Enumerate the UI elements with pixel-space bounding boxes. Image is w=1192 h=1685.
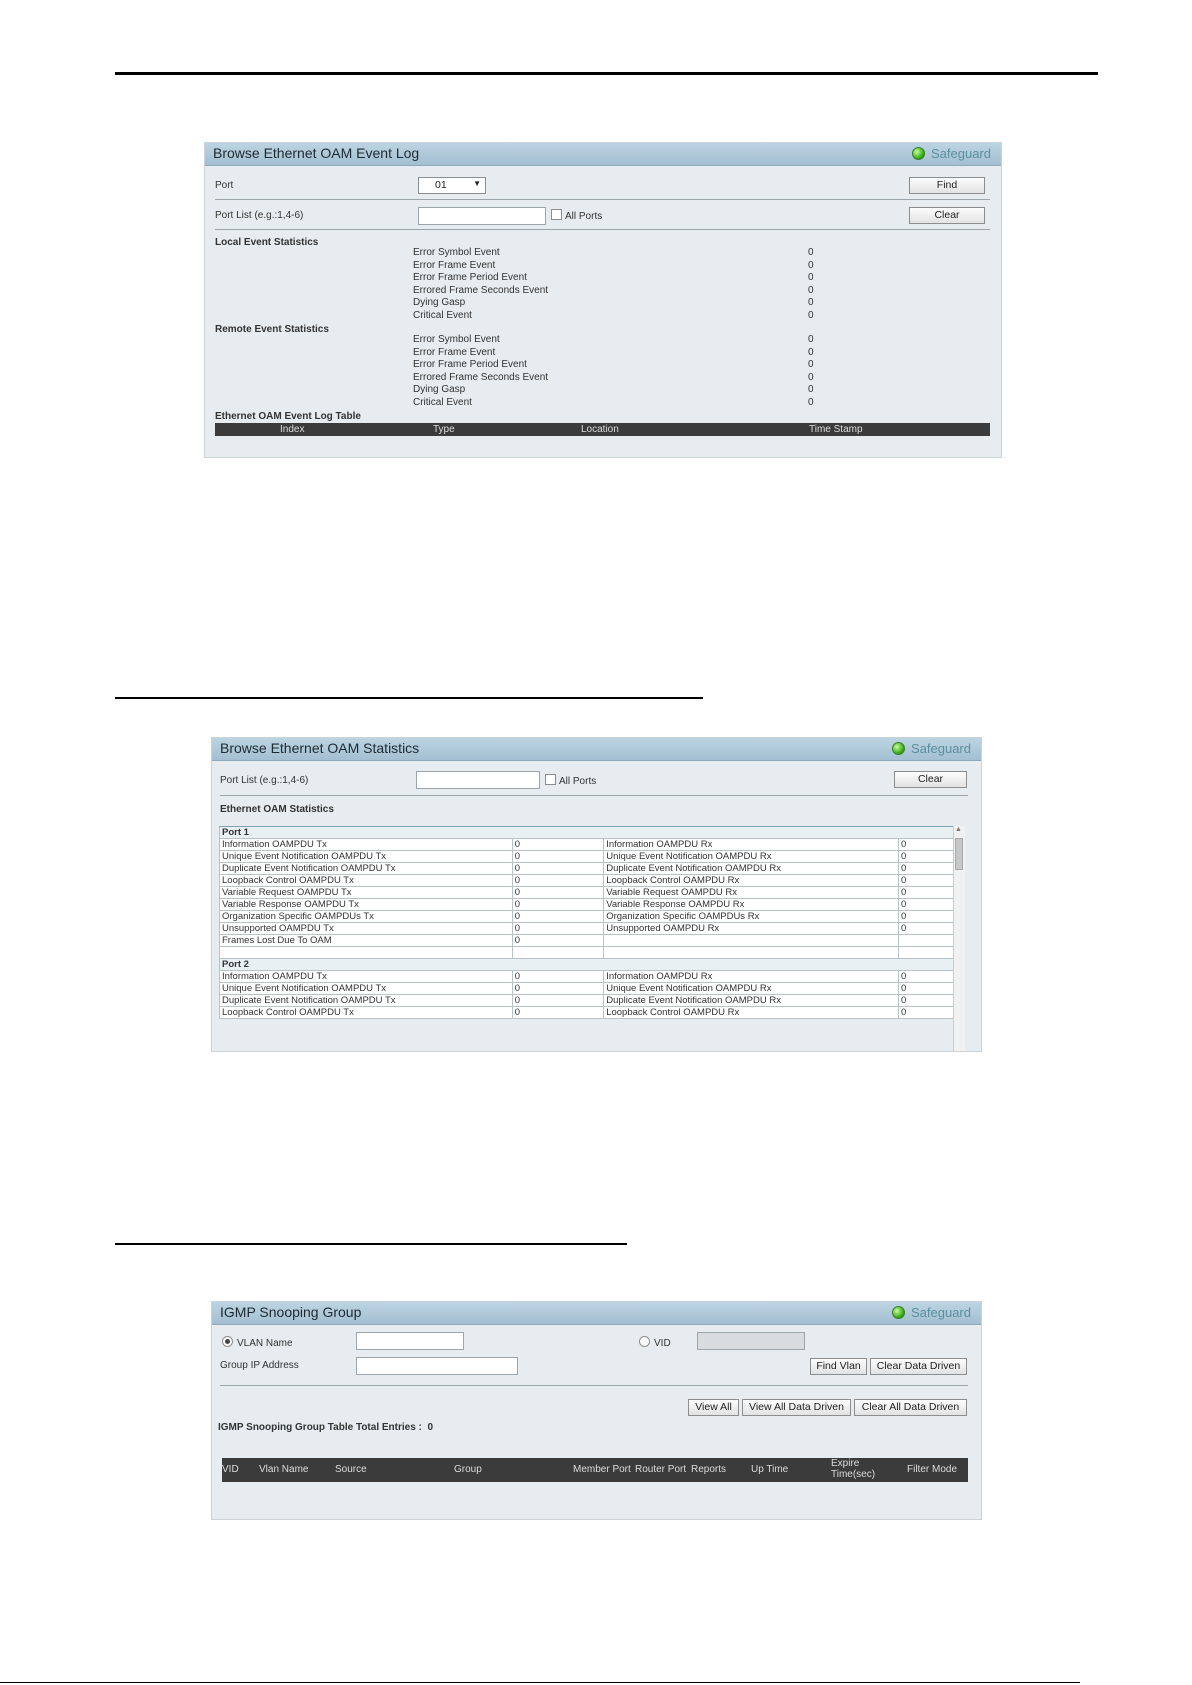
event-stat-value: 0 [808, 384, 814, 395]
igmp-header [212, 1302, 981, 1325]
stat-name-cell: Information OAMPDU Tx [220, 971, 513, 983]
stat-name-cell: Unique Event Notification OAMPDU Tx [220, 983, 513, 995]
event-stat-name: Error Frame Period Event [413, 359, 527, 370]
clear-data-driven-button[interactable]: Clear Data Driven [870, 1358, 967, 1375]
safeguard-status-icon [912, 147, 925, 160]
event-log-title: Browse Ethernet OAM Event Log [213, 145, 420, 161]
column-member-port: Member Port [573, 1464, 631, 1475]
stat-name-cell: Variable Request OAMPDU Tx [220, 887, 513, 899]
column-source: Source [335, 1464, 367, 1475]
stat-name-cell: Organization Specific OAMPDUs Rx [604, 911, 899, 923]
stat-value-cell: 0 [512, 971, 603, 983]
table-row [220, 839, 961, 851]
column-group: Group [454, 1464, 482, 1475]
stat-value-cell: 0 [898, 1007, 960, 1019]
stat-name-cell: Information OAMPDU Rx [604, 839, 899, 851]
event-stat-value: 0 [808, 297, 814, 308]
port-list-label: Port List (e.g.:1,4-6) [215, 210, 304, 221]
total-entries-label: IGMP Snooping Group Table Total Entries : [218, 1422, 422, 1433]
event-stat-value: 0 [808, 346, 814, 358]
stat-value-cell: 0 [898, 995, 960, 1007]
group-ip-input[interactable] [356, 1357, 518, 1375]
stat-value-cell: 0 [512, 887, 603, 899]
table-row [220, 971, 961, 983]
stat-value-cell: 0 [898, 923, 960, 935]
statistics-title: Browse Ethernet OAM Statistics [220, 740, 420, 756]
page-top-rule [115, 72, 1098, 75]
all-ports-checkbox[interactable] [545, 774, 596, 787]
stat-value-cell: 0 [898, 971, 960, 983]
stat-value-cell [512, 947, 603, 959]
group-ip-label: Group IP Address [220, 1360, 299, 1371]
event-stat-name: Error Symbol Event [413, 334, 500, 345]
statistics-scrollbar[interactable] [953, 826, 965, 1052]
stat-value-cell [898, 935, 960, 947]
stat-value-cell: 0 [898, 983, 960, 995]
scrollbar-thumb[interactable] [955, 838, 963, 870]
local-event-statistics-title: Local Event Statistics [215, 237, 319, 248]
column-router-port: Router Port [635, 1464, 687, 1475]
find-vlan-button[interactable]: Find Vlan [810, 1358, 867, 1375]
stat-value-cell: 0 [898, 851, 960, 863]
port-list-input[interactable] [416, 771, 540, 789]
stat-name-cell: Information OAMPDU Rx [604, 971, 899, 983]
column-vlan-name: Vlan Name [259, 1464, 309, 1475]
table-row [220, 851, 961, 863]
section-rule [115, 1243, 627, 1245]
table-row [220, 947, 961, 959]
event-stat-value: 0 [808, 309, 814, 321]
statistics-table [219, 826, 961, 1019]
event-stat-value: 0 [808, 371, 814, 383]
stat-name-cell [604, 947, 899, 959]
stat-name-cell: Variable Response OAMPDU Rx [604, 899, 899, 911]
port-group-label: Port 1 [220, 827, 961, 839]
find-button[interactable]: Find [909, 177, 985, 194]
stat-value-cell: 0 [898, 887, 960, 899]
event-log-header [205, 143, 1001, 166]
stat-name-cell: Unique Event Notification OAMPDU Rx [604, 983, 899, 995]
event-stat-name: Critical Event [413, 396, 472, 408]
stat-name-cell: Unsupported OAMPDU Tx [220, 923, 513, 935]
vlan-name-label: VLAN Name [237, 1338, 293, 1349]
all-ports-checkbox[interactable] [551, 209, 602, 222]
stat-value-cell: 0 [898, 899, 960, 911]
stat-name-cell: Unique Event Notification OAMPDU Tx [220, 851, 513, 863]
event-stat-value: 0 [808, 396, 814, 408]
stat-name-cell: Duplicate Event Notification OAMPDU Rx [604, 863, 899, 875]
ethernet-oam-statistics-title: Ethernet OAM Statistics [220, 804, 334, 815]
radio-icon [639, 1336, 650, 1347]
column-reports: Reports [691, 1464, 727, 1475]
statistics-header [212, 738, 981, 761]
event-stat-value: 0 [808, 359, 814, 370]
event-log-table-title: Ethernet OAM Event Log Table [215, 411, 361, 422]
event-stat-name: Error Frame Event [413, 346, 496, 358]
port-label: Port [215, 180, 234, 191]
column-location: Location [581, 424, 619, 435]
column-index: Index [280, 424, 305, 435]
stat-value-cell: 0 [898, 875, 960, 887]
igmp-total-entries [218, 1422, 433, 1433]
stat-value-cell: 0 [512, 923, 603, 935]
stat-name-cell: Duplicate Event Notification OAMPDU Tx [220, 863, 513, 875]
table-row [220, 875, 961, 887]
stat-name-cell: Duplicate Event Notification OAMPDU Rx [604, 995, 899, 1007]
event-stat-value: 0 [808, 259, 814, 271]
stat-name-cell: Variable Response OAMPDU Tx [220, 899, 513, 911]
port-select[interactable] [418, 177, 486, 194]
event-stat-value: 0 [808, 284, 814, 296]
stat-name-cell: Frames Lost Due To OAM [220, 935, 513, 947]
vid-input[interactable] [697, 1332, 805, 1350]
scroll-up-icon[interactable]: ▲ [955, 826, 962, 833]
stat-name-cell: Loopback Control OAMPDU Tx [220, 875, 513, 887]
event-stat-name: Dying Gasp [413, 297, 466, 308]
vid-radio[interactable] [639, 1336, 671, 1349]
event-stat-name: Dying Gasp [413, 384, 466, 395]
safeguard-indicator [892, 1305, 971, 1320]
all-ports-label: All Ports [559, 776, 597, 787]
event-stat-name: Errored Frame Seconds Event [413, 284, 549, 296]
divider [215, 229, 990, 230]
column-time-stamp: Time Stamp [809, 424, 863, 435]
page-bottom-rule [0, 1682, 1080, 1683]
divider [215, 199, 990, 200]
total-entries-value: 0 [427, 1422, 434, 1433]
port-list-label: Port List (e.g.:1,4-6) [220, 775, 309, 786]
event-stat-value: 0 [808, 247, 814, 258]
column-expire-time: Expire Time(sec) [831, 1458, 876, 1480]
event-stat-name: Error Frame Event [413, 259, 496, 271]
igmp-panel [211, 1301, 982, 1520]
column-vid: VID [222, 1464, 239, 1475]
stat-value-cell: 0 [512, 995, 603, 1007]
divider [220, 795, 968, 796]
stat-name-cell: Loopback Control OAMPDU Rx [604, 875, 899, 887]
event-stat-name: Error Frame Period Event [413, 272, 527, 283]
stat-value-cell: 0 [512, 839, 603, 851]
table-row [220, 911, 961, 923]
stat-value-cell: 0 [898, 911, 960, 923]
stat-value-cell: 0 [512, 983, 603, 995]
table-row [220, 1007, 961, 1019]
event-log-panel [204, 142, 1002, 458]
column-up-time: Up Time [751, 1464, 789, 1475]
table-row [220, 935, 961, 947]
event-stat-value: 0 [808, 272, 814, 283]
statistics-panel [211, 737, 982, 1052]
port-group-header [220, 959, 961, 971]
event-stat-value: 0 [808, 334, 814, 345]
all-ports-label: All Ports [565, 211, 603, 222]
port-list-input[interactable] [418, 207, 546, 225]
divider [220, 1385, 968, 1386]
vlan-name-radio[interactable] [222, 1336, 293, 1349]
port-group-header [220, 827, 961, 839]
checkbox-icon [545, 774, 556, 785]
table-row [220, 899, 961, 911]
stat-name-cell: Loopback Control OAMPDU Rx [604, 1007, 899, 1019]
stat-name-cell [220, 947, 513, 959]
stat-value-cell: 0 [898, 839, 960, 851]
clear-button[interactable]: Clear [894, 771, 967, 788]
stat-value-cell: 0 [512, 911, 603, 923]
stat-name-cell: Unique Event Notification OAMPDU Rx [604, 851, 899, 863]
stat-value-cell: 0 [512, 1007, 603, 1019]
clear-all-data-driven-button[interactable]: Clear All Data Driven [854, 1399, 967, 1416]
table-row [220, 863, 961, 875]
stat-name-cell: Unsupported OAMPDU Rx [604, 923, 899, 935]
safeguard-indicator [892, 741, 971, 756]
section-rule [115, 697, 703, 699]
event-stat-name: Error Symbol Event [413, 247, 500, 258]
safeguard-status-icon [892, 742, 905, 755]
stat-value-cell: 0 [512, 863, 603, 875]
safeguard-label: Safeguard [911, 1305, 971, 1320]
stat-name-cell [604, 935, 899, 947]
vlan-name-input[interactable] [356, 1332, 464, 1350]
safeguard-label: Safeguard [911, 741, 971, 756]
event-stat-name: Errored Frame Seconds Event [413, 371, 549, 383]
safeguard-indicator [912, 146, 991, 161]
igmp-title: IGMP Snooping Group [220, 1304, 362, 1320]
stat-value-cell [898, 947, 960, 959]
stat-name-cell: Duplicate Event Notification OAMPDU Tx [220, 995, 513, 1007]
column-type: Type [433, 424, 455, 435]
stat-value-cell: 0 [512, 899, 603, 911]
table-row [220, 995, 961, 1007]
clear-button[interactable]: Clear [909, 207, 985, 224]
vid-label: VID [654, 1338, 671, 1349]
port-select-value: 01 [435, 179, 447, 191]
table-row [220, 923, 961, 935]
safeguard-status-icon [892, 1306, 905, 1319]
radio-selected-icon [222, 1336, 233, 1347]
stat-name-cell: Loopback Control OAMPDU Tx [220, 1007, 513, 1019]
stat-name-cell: Variable Request OAMPDU Rx [604, 887, 899, 899]
stat-value-cell: 0 [512, 875, 603, 887]
table-row [220, 887, 961, 899]
safeguard-label: Safeguard [931, 146, 991, 161]
event-log-table-header [215, 423, 990, 436]
checkbox-icon [551, 209, 562, 220]
event-stat-name: Critical Event [413, 309, 472, 321]
dropdown-arrow-icon: ▼ [473, 179, 481, 188]
view-all-data-driven-button[interactable]: View All Data Driven [742, 1399, 851, 1416]
stat-value-cell: 0 [512, 851, 603, 863]
port-group-label: Port 2 [220, 959, 961, 971]
stat-value-cell: 0 [898, 863, 960, 875]
stat-name-cell: Information OAMPDU Tx [220, 839, 513, 851]
table-row [220, 983, 961, 995]
remote-event-statistics-title: Remote Event Statistics [215, 324, 329, 335]
stat-value-cell: 0 [512, 935, 603, 947]
stat-name-cell: Organization Specific OAMPDUs Tx [220, 911, 513, 923]
column-filter-mode: Filter Mode [907, 1464, 958, 1475]
view-all-button[interactable]: View All [688, 1399, 739, 1416]
igmp-table-header [222, 1458, 968, 1482]
